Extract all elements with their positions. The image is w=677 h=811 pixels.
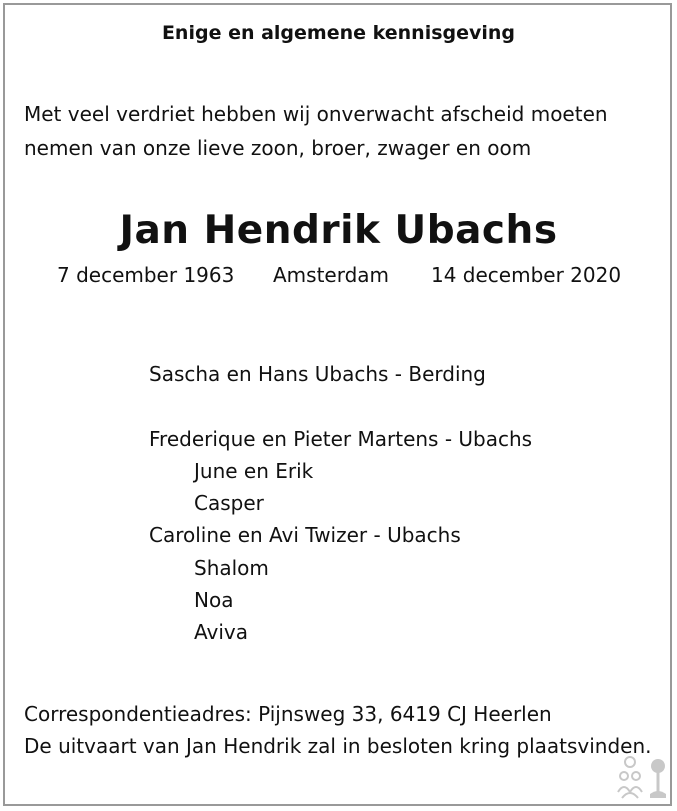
family-line: Noa (194, 588, 234, 612)
deceased-name: Jan Hendrik Ubachs (119, 208, 558, 253)
birth-place: Amsterdam (273, 263, 390, 287)
intro-line-2: nemen van onze lieve zoon, broer, zwager en oom (24, 136, 532, 160)
death-date: 14 december 2020 (431, 263, 622, 287)
birth-date: 7 december 1963 (57, 263, 235, 287)
people-tree-icon (614, 752, 670, 802)
intro-line-1: Met veel verdriet hebben wij onverwacht afscheid moeten (24, 102, 608, 126)
family-line: Shalom (194, 556, 269, 580)
correspondence-address: Correspondentieadres: Pijnsweg 33, 6419 CJ Heerlen (24, 702, 552, 726)
family-line: Casper (194, 491, 264, 515)
notice-heading: Enige en algemene kennisgeving (161, 22, 516, 44)
funeral-note: De uitvaart van Jan Hendrik zal in besloten kring plaatsvinden. (24, 734, 652, 758)
family-line: June en Erik (194, 459, 314, 483)
family-line: Aviva (194, 620, 248, 644)
family-line: Sascha en Hans Ubachs - Berding (149, 362, 486, 386)
family-line: Frederique en Pieter Martens - Ubachs (149, 427, 533, 451)
family-line: Caroline en Avi Twizer - Ubachs (149, 523, 461, 547)
